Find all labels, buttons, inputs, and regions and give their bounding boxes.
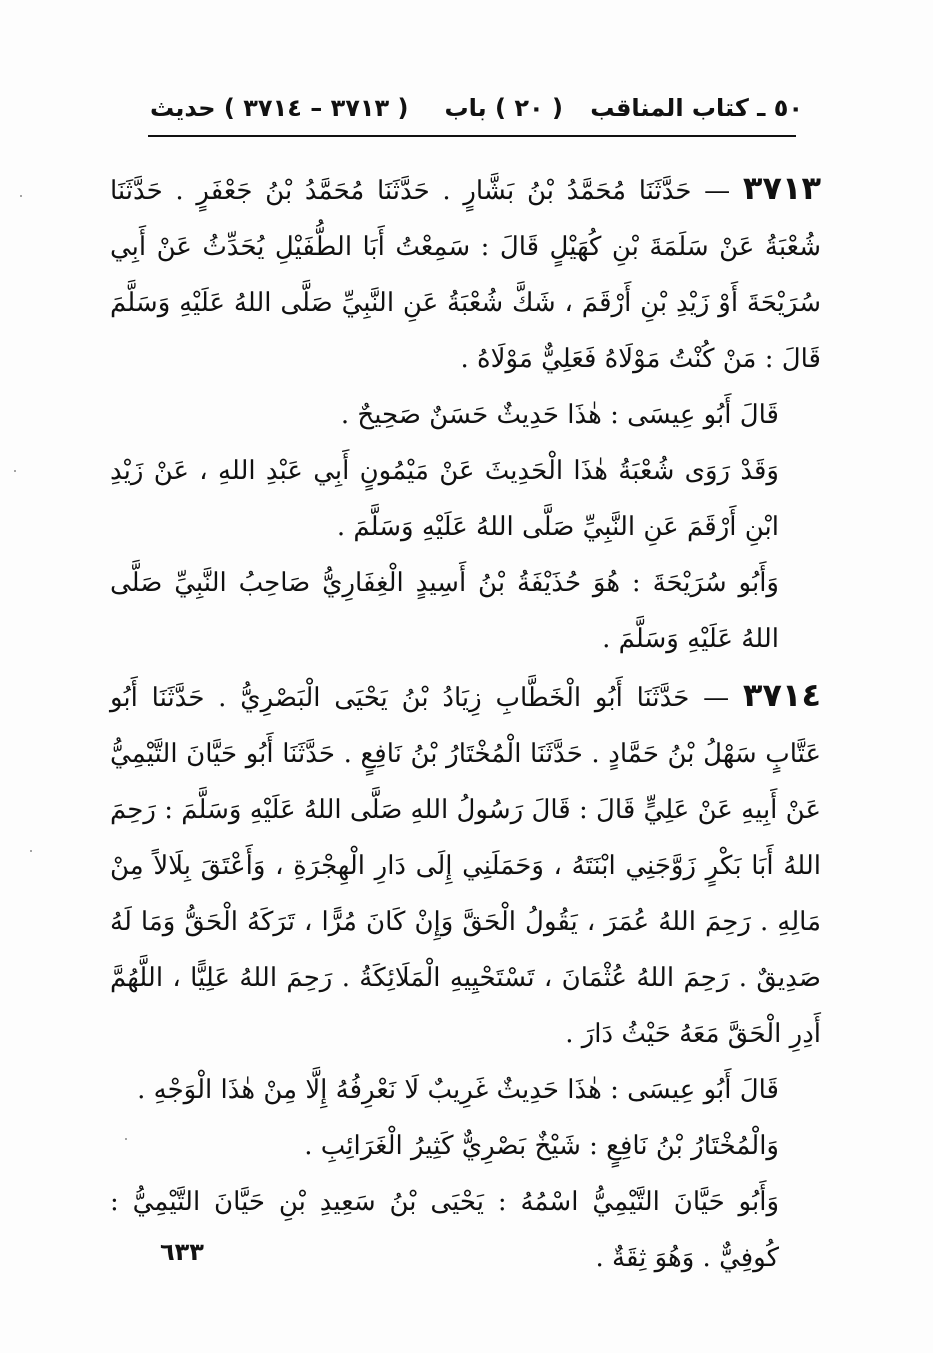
scan-speck <box>14 470 16 472</box>
comment-gharib: قَالَ أَبُو عِيسَى : هٰذَا حَدِيثٌ غَرِيبٌ لَا نَعْرِفُهُ إِلَّا مِنْ هٰذَا الْوَجْهِ . <box>137 1075 779 1105</box>
scan-speck <box>125 1138 127 1140</box>
hadith-3713 <box>110 160 821 387</box>
comment-abu-hayyan: وَأَبُو حَيَّانَ التَّيْمِيُّ اسْمُهُ : يَحْيَى بْنُ سَعِيدِ بْنِ حَيَّانَ التَّيْمِيُّ : كُوفِيٌّ . وَهُوَ ثِقَةٌ . <box>110 1187 779 1273</box>
comment-other-chain: وَقَدْ رَوَى شُعْبَةُ هٰذَا الْحَدِيثَ عَنْ مَيْمُونٍ أَبِي عَبْدِ اللهِ ، عَنْ زَيْدِ ابْنِ أَرْقَمَ عَنِ النَّبِيِّ صَلَّى اللهُ عَلَيْهِ وَسَلَّمَ . <box>110 456 779 542</box>
hadith-range: ( ٣٧١٣ – ٣٧١٤ ) حديث <box>150 94 409 122</box>
hadith-text: — حَدَّثَنَا مُحَمَّدُ بْنُ بَشَّارٍ . حَدَّثَنَا مُحَمَّدُ بْنُ جَعْفَرٍ . حَدَّثَنَا شُعْبَةُ عَنْ سَلَمَةَ بْنِ كُهَيْلٍ قَالَ : سَمِعْتُ أَبَا الطُّفَيْلِ يُحَدِّثُ عَنْ أَبِي سُرَيْحَةَ أَوْ زَيْدِ بْنِ أَرْقَمَ ، شَكَّ شُعْبَةُ عَنِ النَّبِيِّ صَلَّى اللهُ عَلَيْهِ وَسَلَّمَ قَالَ : مَنْ كُنْتُ مَوْلَاهُ فَعَلِيٌّ مَوْلَاهُ . <box>110 176 821 374</box>
comment-authenticity: قَالَ أَبُو عِيسَى : هٰذَا حَدِيثٌ حَسَنٌ صَحِيحٌ . <box>340 400 779 430</box>
header-rule <box>148 135 796 137</box>
hadith-number: ٣٧١٤ <box>742 676 822 714</box>
chapter-label: ( ٢٠ ) باب <box>444 94 563 122</box>
running-header <box>150 88 803 132</box>
comment-narrator-note: وَأَبُو سُرَيْحَةَ : هُوَ حُذَيْفَةُ بْنُ أَسِيدٍ الْغِفَارِيُّ صَاحِبُ النَّبِيِّ صَلَّى اللهُ عَلَيْهِ وَسَلَّمَ . <box>110 568 779 654</box>
scan-speck <box>30 850 32 852</box>
hadith-number: ٣٧١٣ <box>742 169 822 207</box>
hadith-text: — حَدَّثَنَا أَبُو الْخَطَّابِ زِيَادُ بْنُ يَحْيَى الْبَصْرِيُّ . حَدَّثَنَا أَبُو عَتَّابٍ سَهْلُ بْنُ حَمَّادٍ . حَدَّثَنَا الْمُخْتَارُ بْنُ نَافِعٍ . حَدَّثَنَا أَبُو حَيَّانَ التَّيْمِيُّ عَنْ أَبِيهِ عَنْ عَلِيٍّ قَالَ : قَالَ رَسُولُ اللهِ صَلَّى اللهُ عَلَيْهِ وَسَلَّمَ : رَحِمَ اللهُ أَبَا بَكْرٍ زَوَّجَنِي ابْنَتَهُ ، وَحَمَلَنِي إِلَى دَارِ الْهِجْرَةِ ، وَأَعْتَقَ بِلَالاً مِنْ مَالِهِ . رَحِمَ اللهُ عُمَرَ ، يَقُولُ الْحَقَّ وَإِنْ كَانَ مُرًّا ، تَرَكَهُ الْحَقُّ وَمَا لَهُ صَدِيقٌ . رَحِمَ اللهُ عُثْمَانَ ، تَسْتَحْيِيهِ الْمَلَائِكَةُ . رَحِمَ اللهُ عَلِيًّا ، اللَّهُمَّ أَدِرِ الْحَقَّ مَعَهُ حَيْثُ دَارَ . <box>110 683 821 1049</box>
page-number: ٦٣٣ <box>160 1238 204 1266</box>
scan-speck <box>20 195 22 197</box>
book-title: ٥٠ ـ كتاب المناقب <box>590 94 803 122</box>
hadith-3714 <box>110 667 821 1062</box>
page-body <box>110 160 821 1286</box>
comment-mukhtar: وَالْمُخْتَارُ بْنُ نَافِعٍ : شَيْخٌ بَصْرِيٌّ كَثِيرُ الْغَرَائِبِ . <box>304 1131 779 1161</box>
